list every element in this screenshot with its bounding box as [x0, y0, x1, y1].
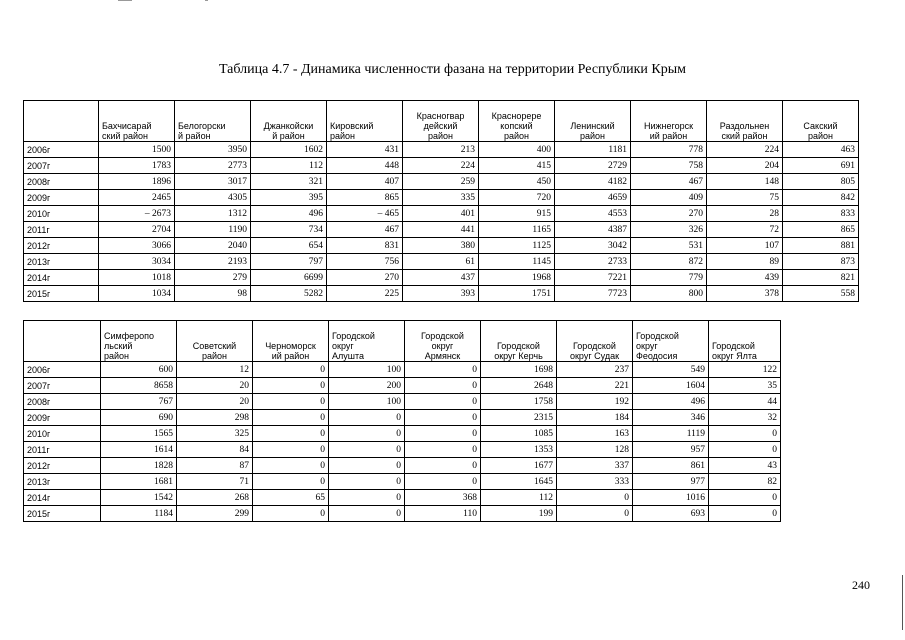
count-cell: 128	[557, 442, 633, 458]
count-cell: 268	[177, 490, 253, 506]
count-cell: 861	[633, 458, 709, 474]
year-cell: 2011г	[24, 222, 99, 238]
count-cell: 0	[405, 458, 481, 474]
count-cell: 184	[557, 410, 633, 426]
count-cell: 1034	[99, 286, 175, 302]
column-header: Белогорски й район	[175, 101, 251, 142]
count-cell: 0	[405, 362, 481, 378]
count-cell: 4387	[555, 222, 631, 238]
count-cell: 691	[783, 158, 859, 174]
count-cell: 558	[783, 286, 859, 302]
count-cell: 380	[403, 238, 479, 254]
column-header: Городской округ Феодосия	[633, 321, 709, 362]
count-cell: 409	[631, 190, 707, 206]
count-cell: 28	[707, 206, 783, 222]
table-row	[24, 190, 859, 206]
table-row	[24, 286, 859, 302]
count-cell: 450	[479, 174, 555, 190]
table-row	[24, 378, 781, 394]
count-cell: 1698	[481, 362, 557, 378]
count-cell: 393	[403, 286, 479, 302]
count-cell: 0	[709, 442, 781, 458]
column-header: Городской округ Ялта	[709, 321, 781, 362]
year-cell: 2007г	[24, 158, 99, 174]
count-cell: 3950	[175, 142, 251, 158]
count-cell: 821	[783, 270, 859, 286]
count-cell: 44	[709, 394, 781, 410]
count-cell: 1125	[479, 238, 555, 254]
count-cell: 915	[479, 206, 555, 222]
count-cell: 439	[707, 270, 783, 286]
count-cell: 107	[707, 238, 783, 254]
count-cell: 0	[557, 506, 633, 522]
count-cell: 75	[707, 190, 783, 206]
count-cell: 199	[481, 506, 557, 522]
count-cell: 1312	[175, 206, 251, 222]
column-header: Красногвар дейский район	[403, 101, 479, 142]
year-cell: 2012г	[24, 238, 99, 254]
scan-speck	[118, 0, 132, 1]
count-cell: 407	[327, 174, 403, 190]
year-cell: 2008г	[24, 394, 101, 410]
table-row	[24, 506, 781, 522]
count-cell: 270	[631, 206, 707, 222]
count-cell: 463	[783, 142, 859, 158]
count-cell: 270	[327, 270, 403, 286]
count-cell: 20	[177, 394, 253, 410]
count-cell: 448	[327, 158, 403, 174]
count-cell: 1542	[101, 490, 177, 506]
year-cell: 2015г	[24, 286, 99, 302]
count-cell: 43	[709, 458, 781, 474]
count-cell: 0	[253, 378, 329, 394]
count-cell: 1565	[101, 426, 177, 442]
count-cell: 72	[707, 222, 783, 238]
table-row	[24, 158, 859, 174]
count-cell: 32	[709, 410, 781, 426]
year-cell: 2006г	[24, 362, 101, 378]
count-cell: 2704	[99, 222, 175, 238]
count-cell: 84	[177, 442, 253, 458]
table-row	[24, 238, 859, 254]
count-cell: 100	[329, 362, 405, 378]
count-cell: 0	[253, 474, 329, 490]
column-header: Черноморск ий район	[253, 321, 329, 362]
column-header: Городской округ Армянск	[405, 321, 481, 362]
count-cell: 346	[633, 410, 709, 426]
count-cell: 1181	[555, 142, 631, 158]
count-cell: 865	[783, 222, 859, 238]
count-cell: 298	[177, 410, 253, 426]
count-cell: 321	[251, 174, 327, 190]
count-cell: 0	[253, 362, 329, 378]
year-cell: 2015г	[24, 506, 101, 522]
count-cell: 204	[707, 158, 783, 174]
count-cell: 0	[405, 442, 481, 458]
count-cell: 0	[405, 410, 481, 426]
count-cell: 4659	[555, 190, 631, 206]
count-cell: 758	[631, 158, 707, 174]
table-row	[24, 426, 781, 442]
column-header	[24, 321, 101, 362]
table-row	[24, 442, 781, 458]
count-cell: 0	[329, 410, 405, 426]
count-cell: 957	[633, 442, 709, 458]
table-row	[24, 394, 781, 410]
count-cell: 100	[329, 394, 405, 410]
count-cell: 0	[253, 458, 329, 474]
column-header: Сакский район	[783, 101, 859, 142]
year-cell: 2014г	[24, 490, 101, 506]
count-cell: 431	[327, 142, 403, 158]
table-row	[24, 474, 781, 490]
count-cell: 401	[403, 206, 479, 222]
count-cell: 0	[329, 474, 405, 490]
count-cell: 833	[783, 206, 859, 222]
count-cell: 3066	[99, 238, 175, 254]
count-cell: 779	[631, 270, 707, 286]
count-cell: 0	[405, 378, 481, 394]
count-cell: 395	[251, 190, 327, 206]
count-cell: 600	[101, 362, 177, 378]
count-cell: 0	[329, 506, 405, 522]
count-cell: 1190	[175, 222, 251, 238]
count-cell: 2648	[481, 378, 557, 394]
count-cell: 2315	[481, 410, 557, 426]
count-cell: 122	[709, 362, 781, 378]
count-cell: 4182	[555, 174, 631, 190]
count-cell: 1145	[479, 254, 555, 270]
count-cell: 2729	[555, 158, 631, 174]
year-cell: 2012г	[24, 458, 101, 474]
table-row	[24, 142, 859, 158]
count-cell: – 2673	[99, 206, 175, 222]
count-cell: 87	[177, 458, 253, 474]
count-cell: 1677	[481, 458, 557, 474]
table-caption: Таблица 4.7 - Динамика численности фазана на территории Республики Крым	[218, 62, 687, 77]
count-cell: 200	[329, 378, 405, 394]
count-cell: 224	[707, 142, 783, 158]
count-cell: 467	[327, 222, 403, 238]
count-cell: 797	[251, 254, 327, 270]
count-cell: 531	[631, 238, 707, 254]
count-cell: 7221	[555, 270, 631, 286]
year-cell: 2007г	[24, 378, 101, 394]
count-cell: 1018	[99, 270, 175, 286]
count-cell: 977	[633, 474, 709, 490]
count-cell: 1828	[101, 458, 177, 474]
count-cell: 549	[633, 362, 709, 378]
count-cell: 2465	[99, 190, 175, 206]
table-header-row	[24, 321, 781, 362]
table-row	[24, 490, 781, 506]
count-cell: 872	[631, 254, 707, 270]
year-cell: 2010г	[24, 426, 101, 442]
count-cell: 71	[177, 474, 253, 490]
count-cell: 496	[633, 394, 709, 410]
count-cell: 800	[631, 286, 707, 302]
count-cell: 259	[403, 174, 479, 190]
count-cell: 148	[707, 174, 783, 190]
count-cell: 192	[557, 394, 633, 410]
count-cell: 221	[557, 378, 633, 394]
table-row	[24, 270, 859, 286]
table-header-row	[24, 101, 859, 142]
count-cell: 0	[329, 458, 405, 474]
count-cell: 3042	[555, 238, 631, 254]
count-cell: 89	[707, 254, 783, 270]
column-header	[24, 101, 99, 142]
count-cell: 415	[479, 158, 555, 174]
count-cell: 20	[177, 378, 253, 394]
count-cell: 112	[481, 490, 557, 506]
count-cell: 1968	[479, 270, 555, 286]
count-cell: 1184	[101, 506, 177, 522]
table-row	[24, 222, 859, 238]
count-cell: 842	[783, 190, 859, 206]
year-cell: 2010г	[24, 206, 99, 222]
count-cell: 756	[327, 254, 403, 270]
count-cell: 873	[783, 254, 859, 270]
year-cell: 2013г	[24, 254, 99, 270]
count-cell: 778	[631, 142, 707, 158]
count-cell: 2193	[175, 254, 251, 270]
table-row	[24, 362, 781, 378]
count-cell: 299	[177, 506, 253, 522]
count-cell: 0	[405, 394, 481, 410]
count-cell: 0	[253, 410, 329, 426]
count-cell: 1016	[633, 490, 709, 506]
count-cell: 110	[405, 506, 481, 522]
count-cell: 734	[251, 222, 327, 238]
year-cell: 2013г	[24, 474, 101, 490]
count-cell: 5282	[251, 286, 327, 302]
count-cell: 4305	[175, 190, 251, 206]
count-cell: 12	[177, 362, 253, 378]
count-cell: 1783	[99, 158, 175, 174]
count-cell: 1604	[633, 378, 709, 394]
count-cell: 279	[175, 270, 251, 286]
count-cell: 400	[479, 142, 555, 158]
column-header: Раздольнен ский район	[707, 101, 783, 142]
count-cell: 2733	[555, 254, 631, 270]
count-cell: 378	[707, 286, 783, 302]
year-cell: 2009г	[24, 190, 99, 206]
count-cell: 6699	[251, 270, 327, 286]
count-cell: 0	[253, 426, 329, 442]
count-cell: 1896	[99, 174, 175, 190]
count-cell: 865	[327, 190, 403, 206]
table-row	[24, 458, 781, 474]
count-cell: 98	[175, 286, 251, 302]
count-cell: 1758	[481, 394, 557, 410]
count-cell: 0	[253, 394, 329, 410]
count-cell: 0	[557, 490, 633, 506]
count-cell: 333	[557, 474, 633, 490]
year-cell: 2011г	[24, 442, 101, 458]
column-header: Городской округ Алушта	[329, 321, 405, 362]
scan-speck	[205, 0, 208, 1]
count-cell: 337	[557, 458, 633, 474]
count-cell: 0	[253, 506, 329, 522]
count-cell: 82	[709, 474, 781, 490]
count-cell: 61	[403, 254, 479, 270]
count-cell: 8658	[101, 378, 177, 394]
count-cell: 0	[405, 474, 481, 490]
count-cell: 0	[709, 506, 781, 522]
year-cell: 2006г	[24, 142, 99, 158]
count-cell: 35	[709, 378, 781, 394]
count-cell: 441	[403, 222, 479, 238]
count-cell: 693	[633, 506, 709, 522]
count-cell: 1119	[633, 426, 709, 442]
count-cell: 0	[709, 490, 781, 506]
table-row	[24, 254, 859, 270]
count-cell: 4553	[555, 206, 631, 222]
count-cell: – 465	[327, 206, 403, 222]
count-cell: 437	[403, 270, 479, 286]
count-cell: 0	[329, 490, 405, 506]
count-cell: 335	[403, 190, 479, 206]
count-cell: 1602	[251, 142, 327, 158]
column-header: Городской округ Керчь	[481, 321, 557, 362]
column-header: Советский район	[177, 321, 253, 362]
count-cell: 0	[253, 442, 329, 458]
count-cell: 0	[329, 426, 405, 442]
count-cell: 325	[177, 426, 253, 442]
count-cell: 368	[405, 490, 481, 506]
count-cell: 1353	[481, 442, 557, 458]
table-row	[24, 410, 781, 426]
column-header: Городской округ Судак	[557, 321, 633, 362]
count-cell: 0	[329, 442, 405, 458]
count-cell: 7723	[555, 286, 631, 302]
count-cell: 1165	[479, 222, 555, 238]
count-cell: 720	[479, 190, 555, 206]
year-cell: 2014г	[24, 270, 99, 286]
column-header: Джанкойски й район	[251, 101, 327, 142]
count-cell: 65	[253, 490, 329, 506]
count-cell: 1751	[479, 286, 555, 302]
count-cell: 496	[251, 206, 327, 222]
count-cell: 224	[403, 158, 479, 174]
count-cell: 1614	[101, 442, 177, 458]
count-cell: 163	[557, 426, 633, 442]
column-header: Бахчисарай ский район	[99, 101, 175, 142]
count-cell: 654	[251, 238, 327, 254]
count-cell: 2040	[175, 238, 251, 254]
page-number: 240	[852, 578, 870, 592]
count-cell: 326	[631, 222, 707, 238]
year-cell: 2008г	[24, 174, 99, 190]
count-cell: 881	[783, 238, 859, 254]
count-cell: 1085	[481, 426, 557, 442]
column-header: Красноpере копский район	[479, 101, 555, 142]
pheasant-table-districts-cities	[23, 320, 781, 522]
table-row	[24, 206, 859, 222]
column-header: Симферопо льский район	[101, 321, 177, 362]
pheasant-table-districts	[23, 100, 859, 302]
table-row	[24, 174, 859, 190]
count-cell: 237	[557, 362, 633, 378]
count-cell: 3017	[175, 174, 251, 190]
count-cell: 213	[403, 142, 479, 158]
count-cell: 225	[327, 286, 403, 302]
count-cell: 3034	[99, 254, 175, 270]
count-cell: 0	[709, 426, 781, 442]
column-header: Нижнегорск ий район	[631, 101, 707, 142]
count-cell: 831	[327, 238, 403, 254]
count-cell: 0	[405, 426, 481, 442]
count-cell: 1500	[99, 142, 175, 158]
count-cell: 112	[251, 158, 327, 174]
column-header: Кировский район	[327, 101, 403, 142]
count-cell: 2773	[175, 158, 251, 174]
count-cell: 690	[101, 410, 177, 426]
count-cell: 767	[101, 394, 177, 410]
year-cell: 2009г	[24, 410, 101, 426]
count-cell: 805	[783, 174, 859, 190]
page-edge-line	[902, 575, 903, 630]
count-cell: 1645	[481, 474, 557, 490]
column-header: Ленинский район	[555, 101, 631, 142]
count-cell: 467	[631, 174, 707, 190]
count-cell: 1681	[101, 474, 177, 490]
